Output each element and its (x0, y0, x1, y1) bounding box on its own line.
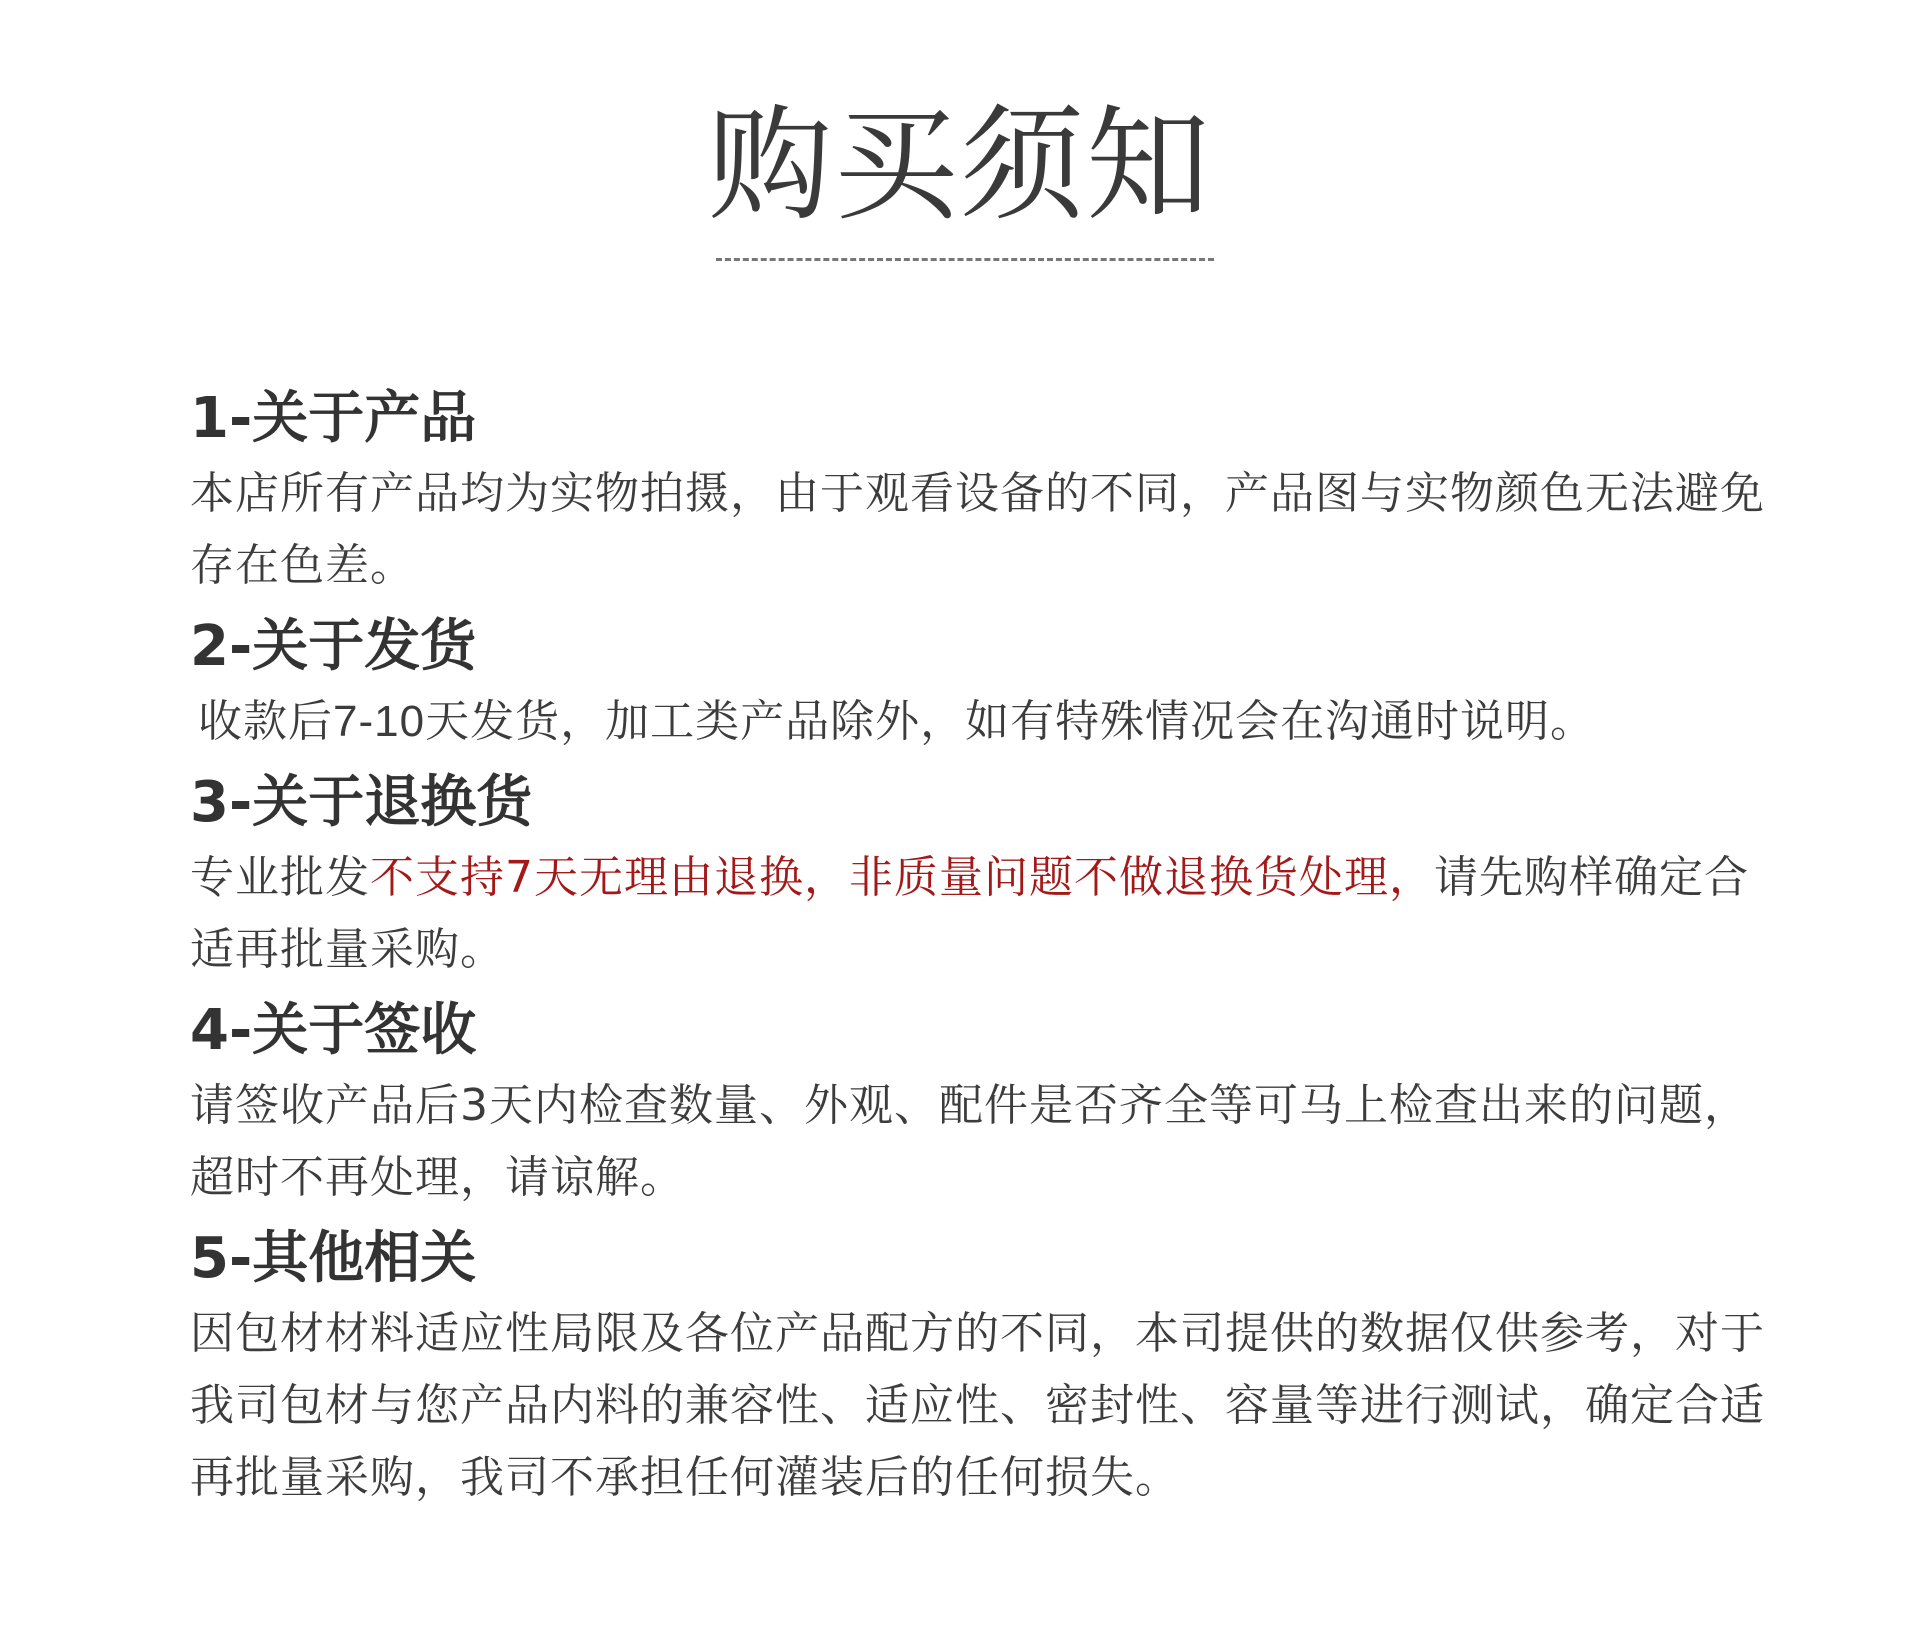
section-other (190, 1220, 1790, 1514)
title-divider (716, 258, 1214, 261)
section-heading-product: 1-关于产品 (190, 386, 477, 451)
section-heading-other: 5-其他相关 (190, 1226, 477, 1291)
section-body-returns (190, 842, 1790, 986)
returns-body-highlight: 不支持7天无理由退换，非质量问题不做退换货处理， (370, 852, 1434, 903)
section-heading-receipt: 4-关于签收 (190, 998, 477, 1063)
section-body-receipt: 请签收产品后3天内检查数量、外观、配件是否齐全等可马上检查出来的问题，超时不再处理，请谅解。 (190, 1080, 1749, 1203)
section-heading-shipping: 2-关于发货 (190, 614, 477, 679)
section-product (190, 380, 1790, 602)
section-shipping (190, 608, 1790, 758)
returns-body-suffix: 请先购样确定合适再批量采购。 (190, 852, 1749, 975)
section-receipt (190, 992, 1790, 1214)
returns-body-prefix: 专业批发 (190, 852, 370, 903)
section-body-shipping: 收款后7-10天发货，加工类产品除外，如有特殊情况会在沟通时说明。 (198, 697, 1596, 746)
section-body-product: 本店所有产品均为实物拍摄，由于观看设备的不同，产品图与实物颜色无法避免存在色差。 (190, 468, 1765, 591)
notice-content (190, 380, 1790, 1520)
page-title: 购买须知 (707, 94, 1212, 238)
section-body-other: 因包材材料适应性局限及各位产品配方的不同，本司提供的数据仅供参考，对于我司包材与您产品内料的兼容性、适应性、密封性、容量等进行测试，确定合适再批量采购，我司不承担任何灌装后的任何损失。 (190, 1308, 1765, 1503)
section-heading-returns: 3-关于退换货 (190, 770, 533, 835)
section-returns (190, 764, 1790, 986)
